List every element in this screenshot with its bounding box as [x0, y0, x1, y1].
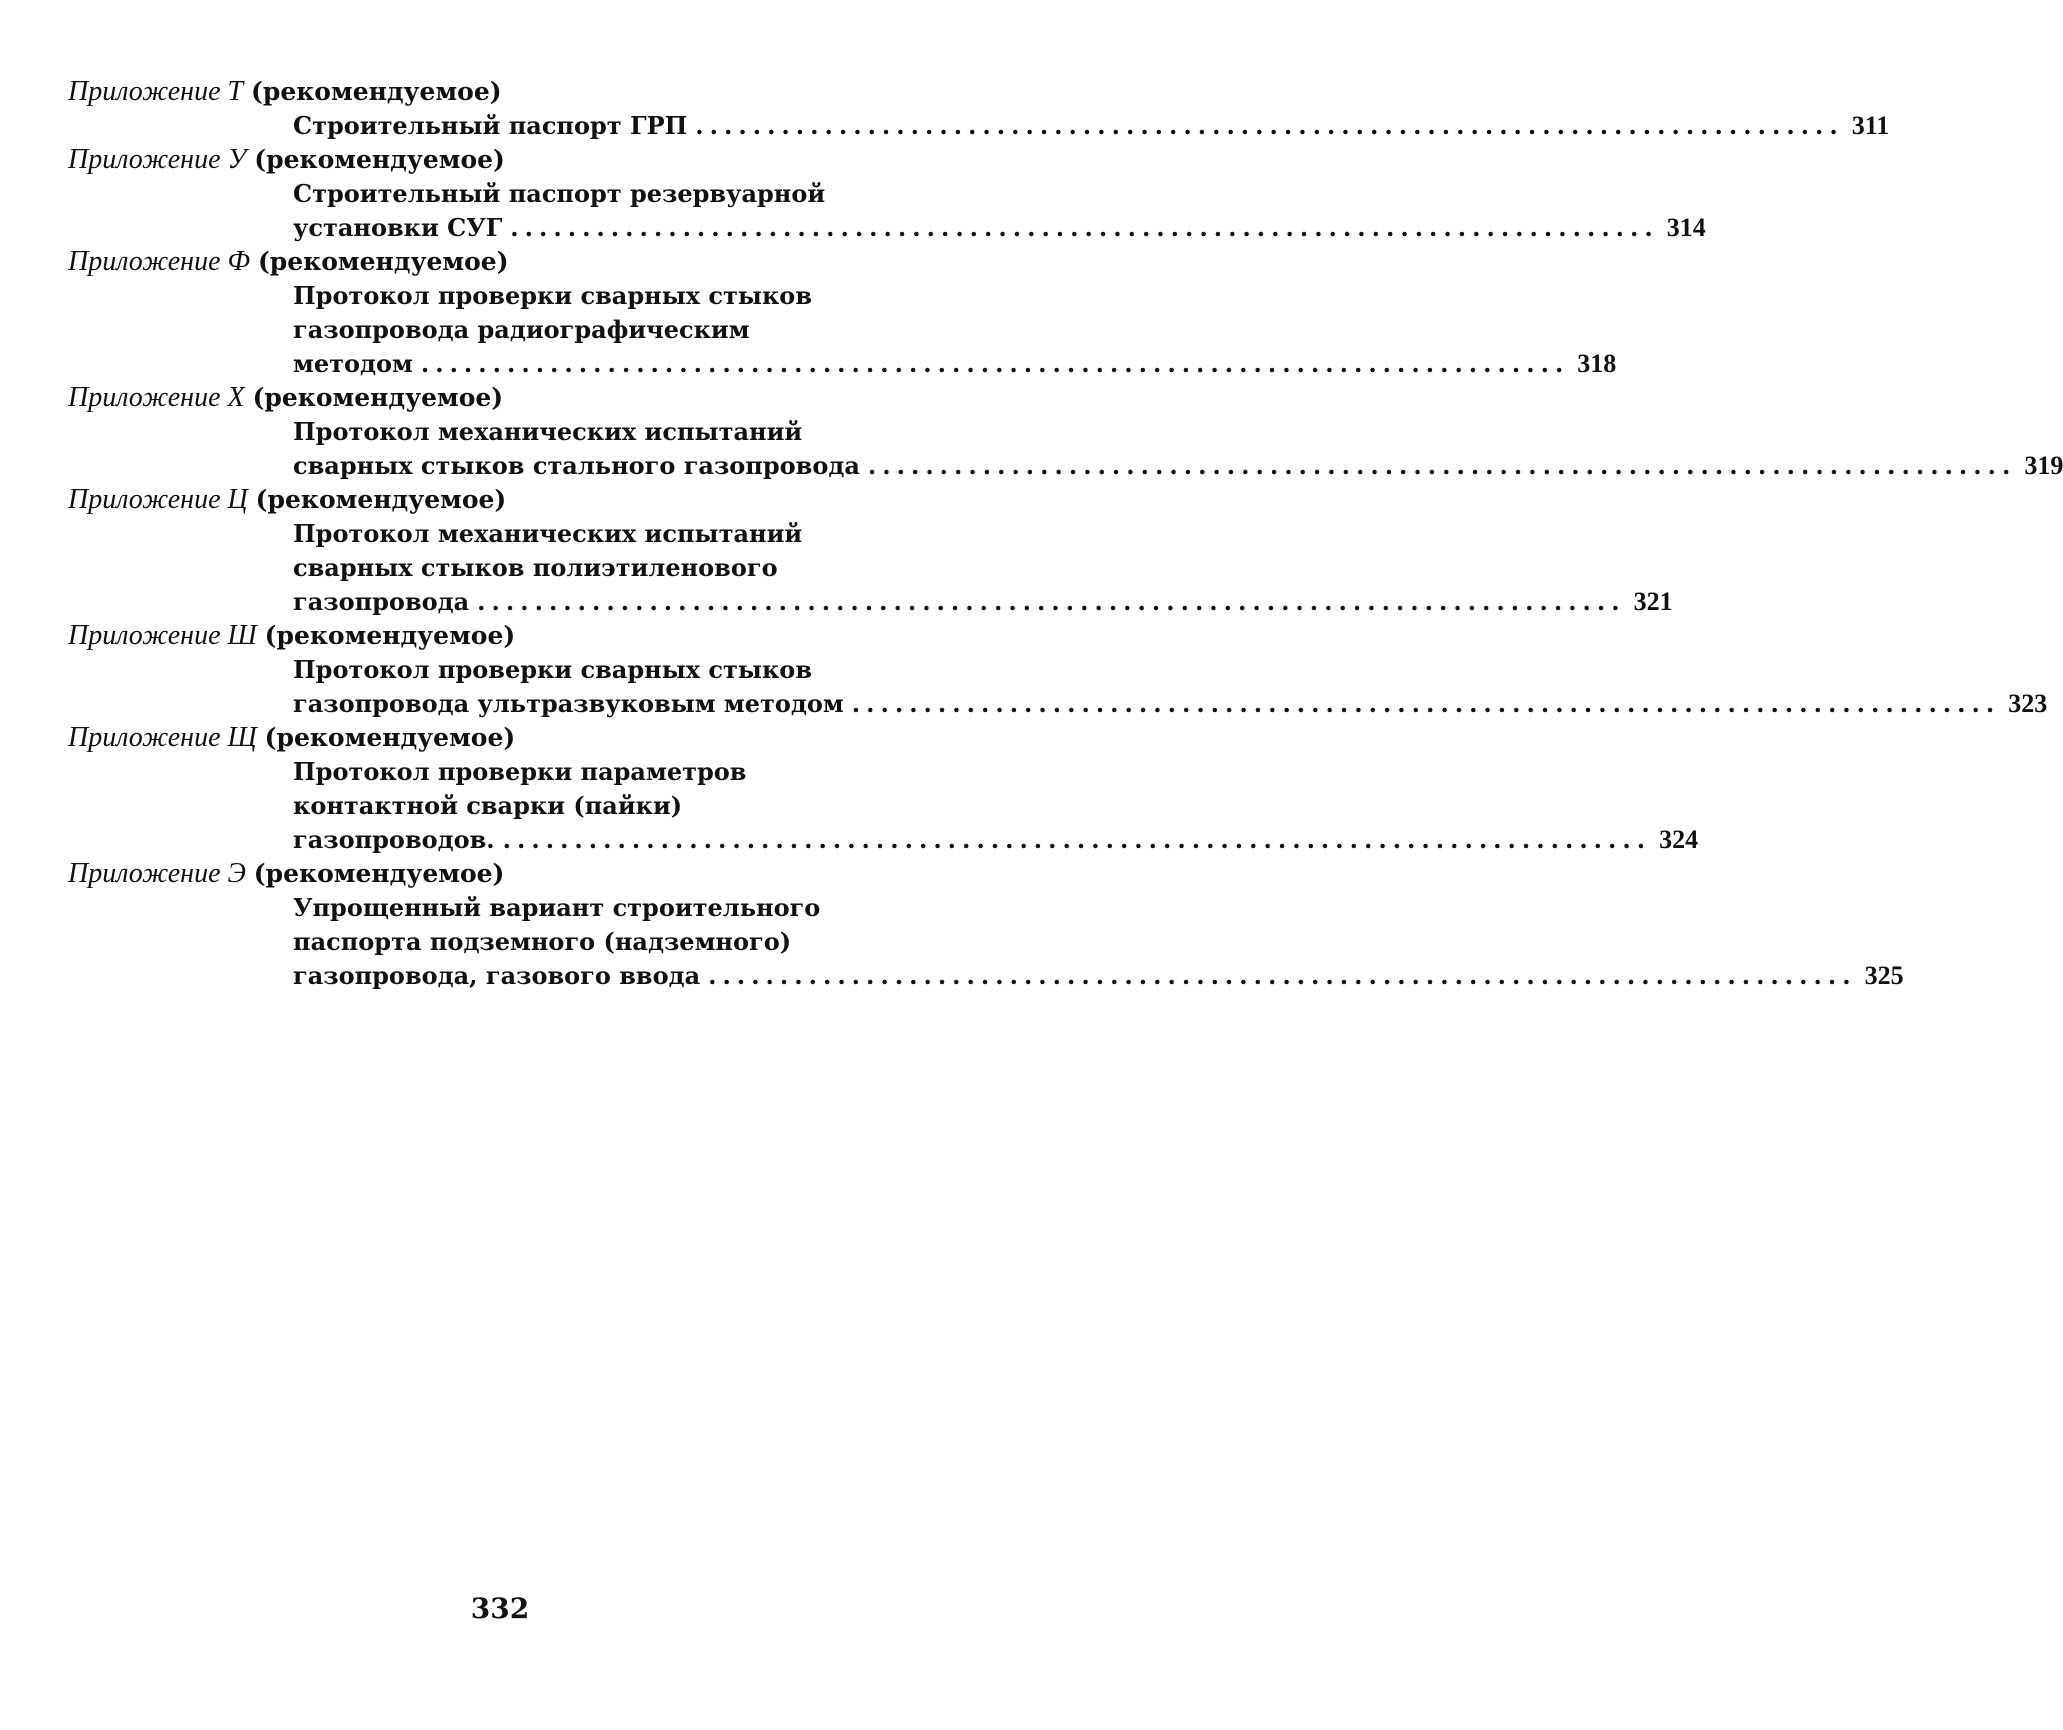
toc-page-number: 318: [1577, 349, 1617, 378]
toc-title-line: [293, 551, 948, 585]
toc-entry-heading: [68, 245, 948, 279]
toc-entry-heading: [68, 721, 948, 755]
appendix-label: Приложение Ш: [68, 620, 257, 651]
toc-page-number: 311: [1851, 111, 1890, 140]
toc-entry: [68, 75, 1890, 143]
toc-title-line: [293, 585, 1673, 619]
toc-entry: [68, 721, 1699, 857]
appendix-label: Приложение Х: [68, 382, 245, 413]
toc-entry-heading: [68, 381, 948, 415]
toc-entry: [68, 245, 1617, 381]
toc-title-text: Упрощенный вариант строительного: [293, 893, 821, 922]
toc-title-line: [293, 313, 948, 347]
toc-entry-heading: [68, 857, 948, 891]
toc-entry: [68, 857, 1904, 993]
toc-entry-heading: [68, 143, 948, 177]
toc-title-line: [293, 959, 1904, 993]
page-number: 332: [470, 1592, 530, 1625]
dot-leader: ................................................................................: [502, 825, 1652, 854]
recommended-note: (рекомендуемое): [264, 621, 516, 650]
toc-entry: [68, 143, 1706, 245]
toc-title-text: Протокол проверки сварных стыков: [293, 281, 812, 310]
toc-page-number: 323: [2008, 689, 2048, 718]
toc-title-text: Протокол механических испытаний: [293, 519, 803, 548]
appendix-label: Приложение Т: [68, 76, 244, 107]
toc-page-number: 325: [1864, 961, 1904, 990]
toc-page-number: 314: [1666, 213, 1706, 242]
recommended-note: (рекомендуемое): [253, 859, 505, 888]
recommended-note: (рекомендуемое): [251, 77, 502, 106]
toc-title-text: газопровода ультразвуковым методом: [293, 689, 844, 718]
dot-leader: ................................................................................: [695, 111, 1844, 140]
toc-title-text: Протокол проверки параметров: [293, 757, 747, 786]
toc-title-line: [293, 211, 1706, 245]
toc-entry: [68, 619, 2048, 721]
dot-leader: ................................................................................: [420, 349, 1570, 378]
appendix-label: Приложение У: [68, 144, 247, 175]
toc-title-text: контактной сварки (пайки): [293, 791, 683, 820]
dot-leader: ................................................................................: [510, 213, 1659, 242]
toc-title-line: [293, 925, 948, 959]
toc-page-number: 324: [1659, 825, 1699, 854]
recommended-note: (рекомендуемое): [255, 485, 507, 514]
toc-title-text: газопроводов.: [293, 825, 495, 854]
recommended-note: (рекомендуемое): [264, 723, 516, 752]
toc-title-line: [293, 109, 1890, 143]
toc-title-line: [293, 687, 2048, 721]
toc-title-line: [293, 415, 948, 449]
appendix-label: Приложение Э: [68, 858, 246, 889]
toc-title-line: [293, 891, 948, 925]
toc-title-text: методом: [293, 349, 413, 378]
toc-title-line: [293, 823, 1699, 857]
toc-title-text: газопровода радиографическим: [293, 315, 750, 344]
toc-title-text: сварных стыков полиэтиленового: [293, 553, 778, 582]
recommended-note: (рекомендуемое): [252, 383, 504, 412]
dot-leader: ................................................................................: [477, 587, 1626, 616]
toc-entry-heading: [68, 75, 948, 109]
toc-title-text: сварных стыков стального газопровода: [293, 451, 860, 480]
appendix-label: Приложение Ц: [68, 484, 248, 515]
toc-title-text: установки СУГ: [293, 213, 503, 242]
recommended-note: (рекомендуемое): [254, 145, 505, 174]
toc-title-text: Протокол механических испытаний: [293, 417, 803, 446]
toc-title-text: Строительный паспорт ГРП: [293, 111, 688, 140]
toc-title-line: [293, 517, 948, 551]
toc-title-line: [293, 347, 1617, 381]
toc-entry: [68, 483, 1673, 619]
dot-leader: ................................................................................: [867, 451, 2017, 480]
toc-title-line: [293, 177, 948, 211]
toc-title-line: [293, 449, 2063, 483]
toc-title-line: [293, 653, 948, 687]
dot-leader: ................................................................................: [708, 961, 1857, 990]
toc-title-text: газопровода, газового ввода: [293, 961, 701, 990]
toc-title-line: [293, 755, 948, 789]
toc-page-number: 319: [2024, 451, 2063, 480]
appendix-label: Приложение Щ: [68, 722, 257, 753]
toc-entry: [68, 381, 2063, 483]
dot-leader: ................................................................................: [851, 689, 2001, 718]
appendix-label: Приложение Ф: [68, 246, 251, 277]
toc-title-text: Протокол проверки сварных стыков: [293, 655, 812, 684]
toc-entry-heading: [68, 619, 948, 653]
table-of-contents: [68, 75, 2063, 993]
toc-title-text: Строительный паспорт резервуарной: [293, 179, 826, 208]
toc-title-text: газопровода: [293, 587, 470, 616]
toc-title-line: [293, 279, 948, 313]
toc-page-number: 321: [1633, 587, 1673, 616]
toc-entry-heading: [68, 483, 948, 517]
toc-title-text: паспорта подземного (надземного): [293, 927, 792, 956]
toc-title-line: [293, 789, 948, 823]
recommended-note: (рекомендуемое): [257, 247, 509, 276]
